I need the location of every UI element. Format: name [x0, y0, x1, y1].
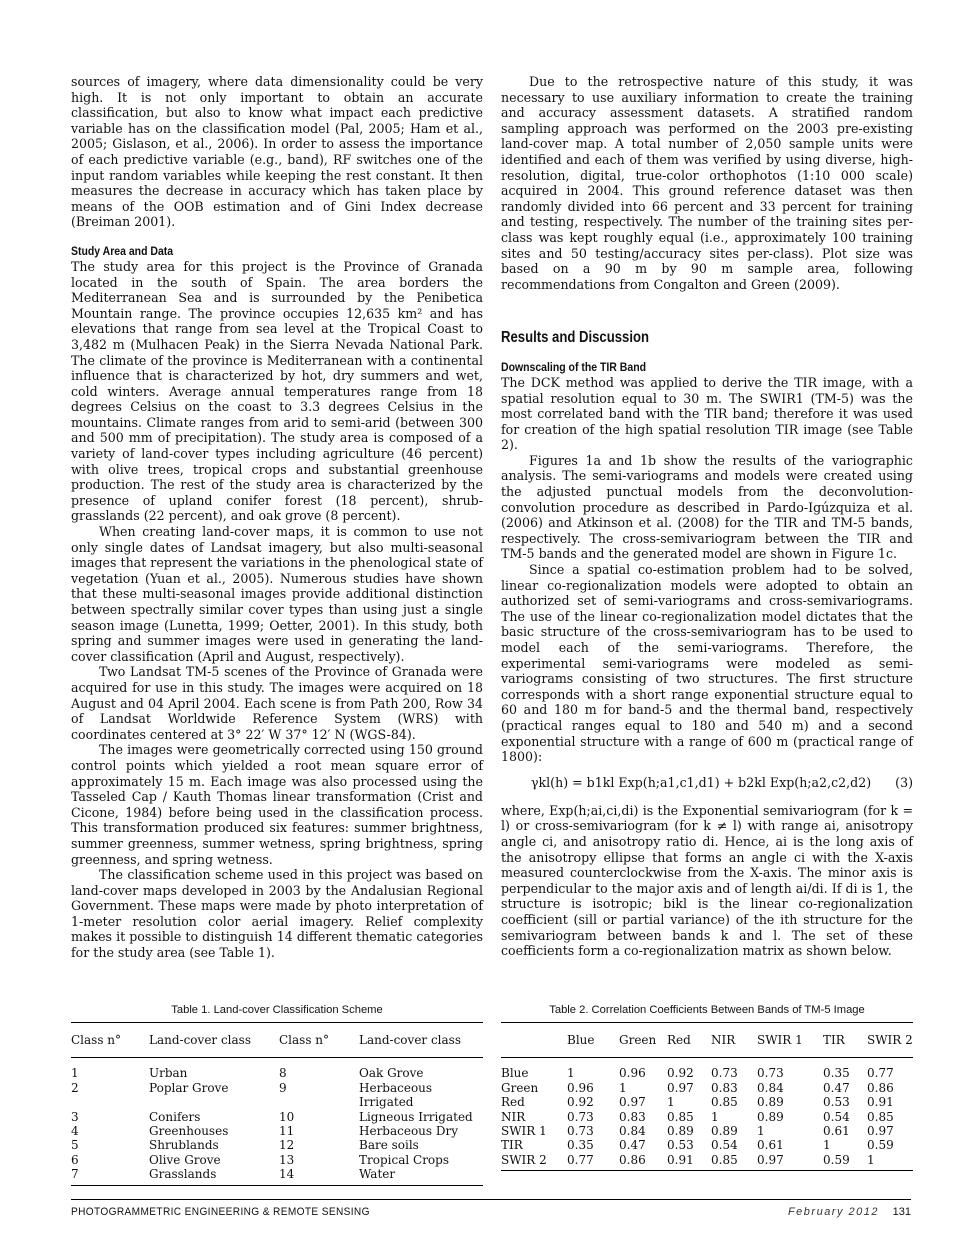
- table-cell: 0.89: [757, 1109, 784, 1124]
- table-cell: 0.61: [757, 1138, 784, 1153]
- table-cell: Bare soils: [359, 1138, 419, 1153]
- table-cell: 0.85: [867, 1109, 894, 1124]
- table2-header-cell: SWIR 1: [757, 1023, 823, 1058]
- table-cell: Herbaceous Dry: [359, 1124, 459, 1139]
- paragraph-study-4: The images were geometrically corrected using 150 ground control points which yielded a root mean square error of approximately 15 m. Each image was also processed using the Tasseled Cap / Kauth Thomas linear transformation (Crist and Cicone, 1984) before being used in the classification process. This transformation produced six features: summer brightness, summer greenness, summer wetness, spring brightness, spring greenness, and spring wetness.: [71, 742, 483, 867]
- table-cell: 0.54: [823, 1109, 850, 1124]
- table-cell: 0.86: [619, 1152, 646, 1167]
- table-cell: 2: [71, 1080, 79, 1095]
- table-row: [71, 1167, 483, 1185]
- table-cell: 1: [711, 1109, 719, 1124]
- table-cell: 1: [823, 1138, 831, 1153]
- table2-caption: Table 2. Correlation Coefficients Between Bands of TM-5 Image: [549, 1004, 865, 1016]
- table1-header-cell: Class n°: [279, 1023, 359, 1058]
- table2-header-cell: Green: [619, 1023, 667, 1058]
- heading-results: Results and Discussion: [501, 329, 650, 347]
- page-number: 131: [892, 1206, 911, 1218]
- table-cell: 6: [71, 1152, 79, 1167]
- table-cell: 0.61: [823, 1124, 850, 1139]
- table-row: [501, 1153, 913, 1171]
- table-cell: Shrublands: [149, 1138, 219, 1153]
- table1-caption: Table 1. Land-cover Classification Scheme: [171, 1004, 383, 1016]
- table-cell: 0.86: [867, 1080, 894, 1095]
- table-row: [501, 1138, 913, 1152]
- table2-header-cell: NIR: [711, 1023, 757, 1058]
- table-cell: 0.47: [823, 1080, 850, 1095]
- journal-name: PHOTOGRAMMETRIC ENGINEERING & REMOTE SENSING: [71, 1206, 370, 1218]
- table-cell: 0.73: [711, 1066, 738, 1081]
- table-cell: 0.84: [619, 1124, 646, 1139]
- table-row: [501, 1058, 913, 1081]
- table-cell: 0.73: [567, 1109, 594, 1124]
- table-cell: 0.35: [823, 1066, 850, 1081]
- table-cell: Herbaceous Irrigated: [359, 1080, 433, 1110]
- paragraph-study-5: The classification scheme used in this project was based on land-cover maps developed in 2003 by the Andalusian Regional Government. These maps were made by photo interpretation of 1-meter resolution color aerial imagery. Relief complexity makes it possible to distinguish 14 different thematic categories for the study area (see Table 1).: [71, 867, 483, 961]
- table-row: [501, 1110, 913, 1124]
- table-cell: TIR: [501, 1138, 523, 1153]
- paragraph-retrospective: Due to the retrospective nature of this study, it was necessary to use auxiliary information to create the training and accuracy assessment datasets. A stratified random sampling approach was performed on the 2003 pre-existing land-cover map. A total number of 2,050 sample units were identified and each of them was verified by using diverse, high-resolution, digital, true-color orthophotos (1:10 000 scale) acquired in 2004. This ground reference dataset was then randomly divided into 66 percent and 33 percent for training and testing, respectively. The number of the training sites per-class was kept roughly equal (i.e., approximately 100 training sites and 50 testing/accuracy sites per-class). Plot size was based on a 90 m by 90 m sample area, following recommendations from Congalton and Green (2009).: [501, 74, 913, 292]
- table-cell: 8: [279, 1066, 287, 1081]
- table-row: [71, 1058, 483, 1081]
- table-cell: 0.96: [567, 1080, 594, 1095]
- table-cell: 9: [279, 1080, 287, 1095]
- table-cell: Ligneous Irrigated: [359, 1109, 473, 1124]
- table-cell: 0.73: [757, 1066, 784, 1081]
- page-footer: [71, 1199, 911, 1224]
- table-cell: 0.77: [567, 1152, 594, 1167]
- table-cell: 4: [71, 1124, 79, 1139]
- paragraph-study-2: When creating land-cover maps, it is common to use not only single dates of Landsat imagery, but also multi-seasonal images that represent the variations in the phenological state of vegetation (Yuan et al., 2005). Numerous studies have shown that these multi-seasonal images provide additional distinction between spectrally similar cover types than using just a single season image (Lunetta, 1999; Oetter, 2001). In this study, both spring and summer images were used in generating the land-cover classification (April and August, respectively).: [71, 524, 483, 664]
- equation-3: [501, 775, 913, 793]
- table-cell: 0.83: [619, 1109, 646, 1124]
- table-cell: 0.91: [867, 1095, 894, 1110]
- table1-header-cell: Land-cover class: [149, 1023, 279, 1058]
- table-cell: SWIR 1: [501, 1124, 547, 1139]
- table-row: [71, 1153, 483, 1167]
- equation-number: (3): [895, 774, 913, 790]
- table-cell: 1: [867, 1152, 875, 1167]
- table1-body: [71, 1058, 483, 1185]
- table1-header-cell: Class n°: [71, 1023, 149, 1058]
- table-cell: 0.53: [823, 1095, 850, 1110]
- table-cell: 5: [71, 1138, 79, 1153]
- table-cell: 0.96: [619, 1066, 646, 1081]
- table-cell: 0.91: [667, 1152, 694, 1167]
- heading-study-area: Study Area and Data: [71, 243, 174, 258]
- table-cell: Greenhouses: [149, 1124, 229, 1139]
- table-cell: 1: [619, 1080, 627, 1095]
- paragraph-study-3: Two Landsat TM-5 scenes of the Province of Granada were acquired for use in this study. The images were acquired on 18 August and 04 April 2004. Each scene is from Path 200, Row 34 of Landsat Worldwide Reference System (WRS) with coordinates centered at 3° 22′ W 37° 12′ N (WGS-84).: [71, 664, 483, 742]
- table-cell: NIR: [501, 1109, 526, 1124]
- table-cell: 0.97: [619, 1095, 646, 1110]
- table-cell: 0.54: [711, 1138, 738, 1153]
- table-cell: 14: [279, 1167, 295, 1182]
- table2-header-cell: Blue: [567, 1023, 619, 1058]
- table-cell: 0.92: [667, 1066, 694, 1081]
- table-cell: Urban: [149, 1066, 188, 1081]
- table-cell: 1: [71, 1066, 79, 1081]
- table-cell: Water: [359, 1167, 396, 1182]
- table-cell: 0.59: [867, 1138, 894, 1153]
- table2-header-cell: SWIR 2: [867, 1023, 913, 1058]
- table-cell: 0.47: [619, 1138, 646, 1153]
- paragraph-spatial: Since a spatial co-estimation problem had to be solved, linear co-regionalization models were adopted to obtain an authorized set of semi-variograms and cross-semivariograms. The use of the linear co-regionalization model dictates that the basic structure of the cross-semivariogram has to be used to model each of the semi-variograms. Therefore, the experimental semi-variograms were modeled as semi-variograms consisting of two structures. The first structure corresponds with a short range exponential structure equal to 60 and 180 m for band-5 and the thermal band, respectively (practical ranges equal to 180 and 540 m) and a second exponential structure with a range of 600 m (practical range of 1800):: [501, 562, 913, 765]
- table-cell: 1: [567, 1066, 575, 1081]
- table-cell: 0.83: [711, 1080, 738, 1095]
- table-cell: 0.89: [667, 1124, 694, 1139]
- table2-header-cell: TIR: [823, 1023, 867, 1058]
- table-row: [501, 1081, 913, 1095]
- table2-header-row: [501, 1023, 913, 1058]
- table-correlation: [501, 1022, 913, 1171]
- table-cell: 0.53: [667, 1138, 694, 1153]
- table-cell: 0.84: [757, 1080, 784, 1095]
- table-cell: Oak Grove: [359, 1066, 424, 1081]
- table-row: [501, 1124, 913, 1138]
- table-cell: SWIR 2: [501, 1152, 547, 1167]
- table-cell: 3: [71, 1109, 79, 1124]
- table-cell: 0.59: [823, 1152, 850, 1167]
- table-cell: 0.97: [757, 1152, 784, 1167]
- equation-formula: γkl(h) = b1kl Exp(h;a1,c1,d1) + b2kl Exp(h;a2,c2,d2): [531, 774, 872, 790]
- table-cell: 0.97: [667, 1080, 694, 1095]
- table1-header-cell: Land-cover class: [359, 1023, 483, 1058]
- table-cell: 0.77: [867, 1066, 894, 1081]
- table-cell: 0.85: [711, 1152, 738, 1167]
- table-cell: 1: [667, 1095, 675, 1110]
- paragraph-dck: The DCK method was applied to derive the TIR image, with a spatial resolution equal to 30 m. The SWIR1 (TM-5) was the most correlated band with the TIR band; therefore it was used for creation of the high spatial resolution TIR image (see Table 2).: [501, 374, 913, 453]
- table2-header-cell: Red: [667, 1023, 711, 1058]
- table-row: [71, 1138, 483, 1152]
- table-row: [501, 1095, 913, 1109]
- paragraph-where: where, Exp(h;ai,ci,di) is the Exponential semivariogram (for k = l) or cross-semivariogram (for k ≠ l) with range ai, anisotropy angle ci, and anisotropy ratio di. Hence, ai is the long axis of the anisotropy ellipse that forms an angle ci with the X-axis measured counterclockwise from the X-axis. The minor axis is perpendicular to the major axis and of length ai/di. If di is 1, the structure is isotropic; bikl is the linear co-regionalization coefficient (sill or partial variance) of the ith structure for the semivariogram between bands k and l. The set of these coefficients form a co-regionalization matrix as shown below.: [501, 802, 913, 959]
- table-row: [71, 1124, 483, 1138]
- table-cell: 10: [279, 1109, 295, 1124]
- table-land-cover: [71, 1022, 483, 1186]
- table2-header-cell: [501, 1023, 567, 1058]
- table-row: [71, 1110, 483, 1124]
- heading-downscaling: Downscaling of the TIR Band: [501, 359, 647, 374]
- table-cell: 0.85: [667, 1109, 694, 1124]
- table-cell: 13: [279, 1152, 295, 1167]
- table-cell: 12: [279, 1138, 295, 1153]
- table-cell: Blue: [501, 1066, 529, 1081]
- table-cell: Grasslands: [149, 1167, 217, 1182]
- table-cell: 0.97: [867, 1124, 894, 1139]
- table-cell: Tropical Crops: [359, 1152, 449, 1167]
- table-cell: Poplar Grove: [149, 1080, 229, 1095]
- table-cell: Conifers: [149, 1109, 201, 1124]
- table-cell: 1: [757, 1124, 765, 1139]
- paragraph-intro: sources of imagery, where data dimensionality could be very high. It is not only important to obtain an accurate classification, but also to know what impact each predictive variable has on the classification model (Pal, 2005; Ham et al., 2005; Gislason, et al., 2006). In order to assess the importance of each predictive variable (e.g., band), RF switches one of the input random variables while keeping the rest constant. It then measures the decrease in accuracy which has taken place by means of the OOB estimation and of Gini Index decrease (Breiman 2001).: [71, 74, 483, 230]
- table-cell: 0.85: [711, 1095, 738, 1110]
- table2-body: [501, 1058, 913, 1171]
- table-cell: Red: [501, 1095, 525, 1110]
- paragraph-figures: Figures 1a and 1b show the results of the variographic analysis. The semi-variograms and models were created using the adjusted punctual models from the deconvolution-convolution procedure as described in Pardo-Igúzquiza et al. (2006) and Atkinson et al. (2008) for the TIR and TM-5 bands, respectively. The cross-semivariogram between the TIR and TM-5 bands and the generated model are shown in Figure 1c.: [501, 452, 913, 562]
- table-cell: 0.89: [757, 1095, 784, 1110]
- table-cell: 11: [279, 1124, 295, 1139]
- table1-header-row: [71, 1023, 483, 1058]
- paragraph-study-1: The study area for this project is the Province of Granada located in the south of Spain. The area borders the Mediterranean Sea and is surrounded by the Penibetica Mountain range. The province occupies 12,635 km² and has elevations that range from sea level at the Tropical Coast to 3,482 m (Mulhacen Peak) in the Sierra Nevada National Park. The climate of the province is Mediterranean with a continental influence that is characterized by hot, dry summers and wet, cold winters. Average annual temperatures range from 18 degrees Celsius on the coast to 3.3 degrees Celsius in the mountains. Climate ranges from arid to semi-arid (between 300 and 500 mm of precipitation). The study area is composed of a variety of land-cover types including agriculture (46 percent) with olive trees, tropical crops and substantial greenhouse production. The rest of the study area is characterized by the presence of upland conifer forest (18 percent), shrub-grasslands (22 percent), and oak grove (8 percent).: [71, 258, 483, 524]
- table-row: [71, 1081, 483, 1110]
- issue-date: February 2012: [787, 1206, 879, 1218]
- table-cell: 0.92: [567, 1095, 594, 1110]
- table-cell: 0.89: [711, 1124, 738, 1139]
- table-cell: 7: [71, 1167, 79, 1182]
- table-cell: 0.73: [567, 1124, 594, 1139]
- table-cell: Green: [501, 1080, 539, 1095]
- left-column: [71, 74, 483, 961]
- right-column: [501, 74, 913, 959]
- table-cell: Olive Grove: [149, 1152, 221, 1167]
- table-cell: 0.35: [567, 1138, 594, 1153]
